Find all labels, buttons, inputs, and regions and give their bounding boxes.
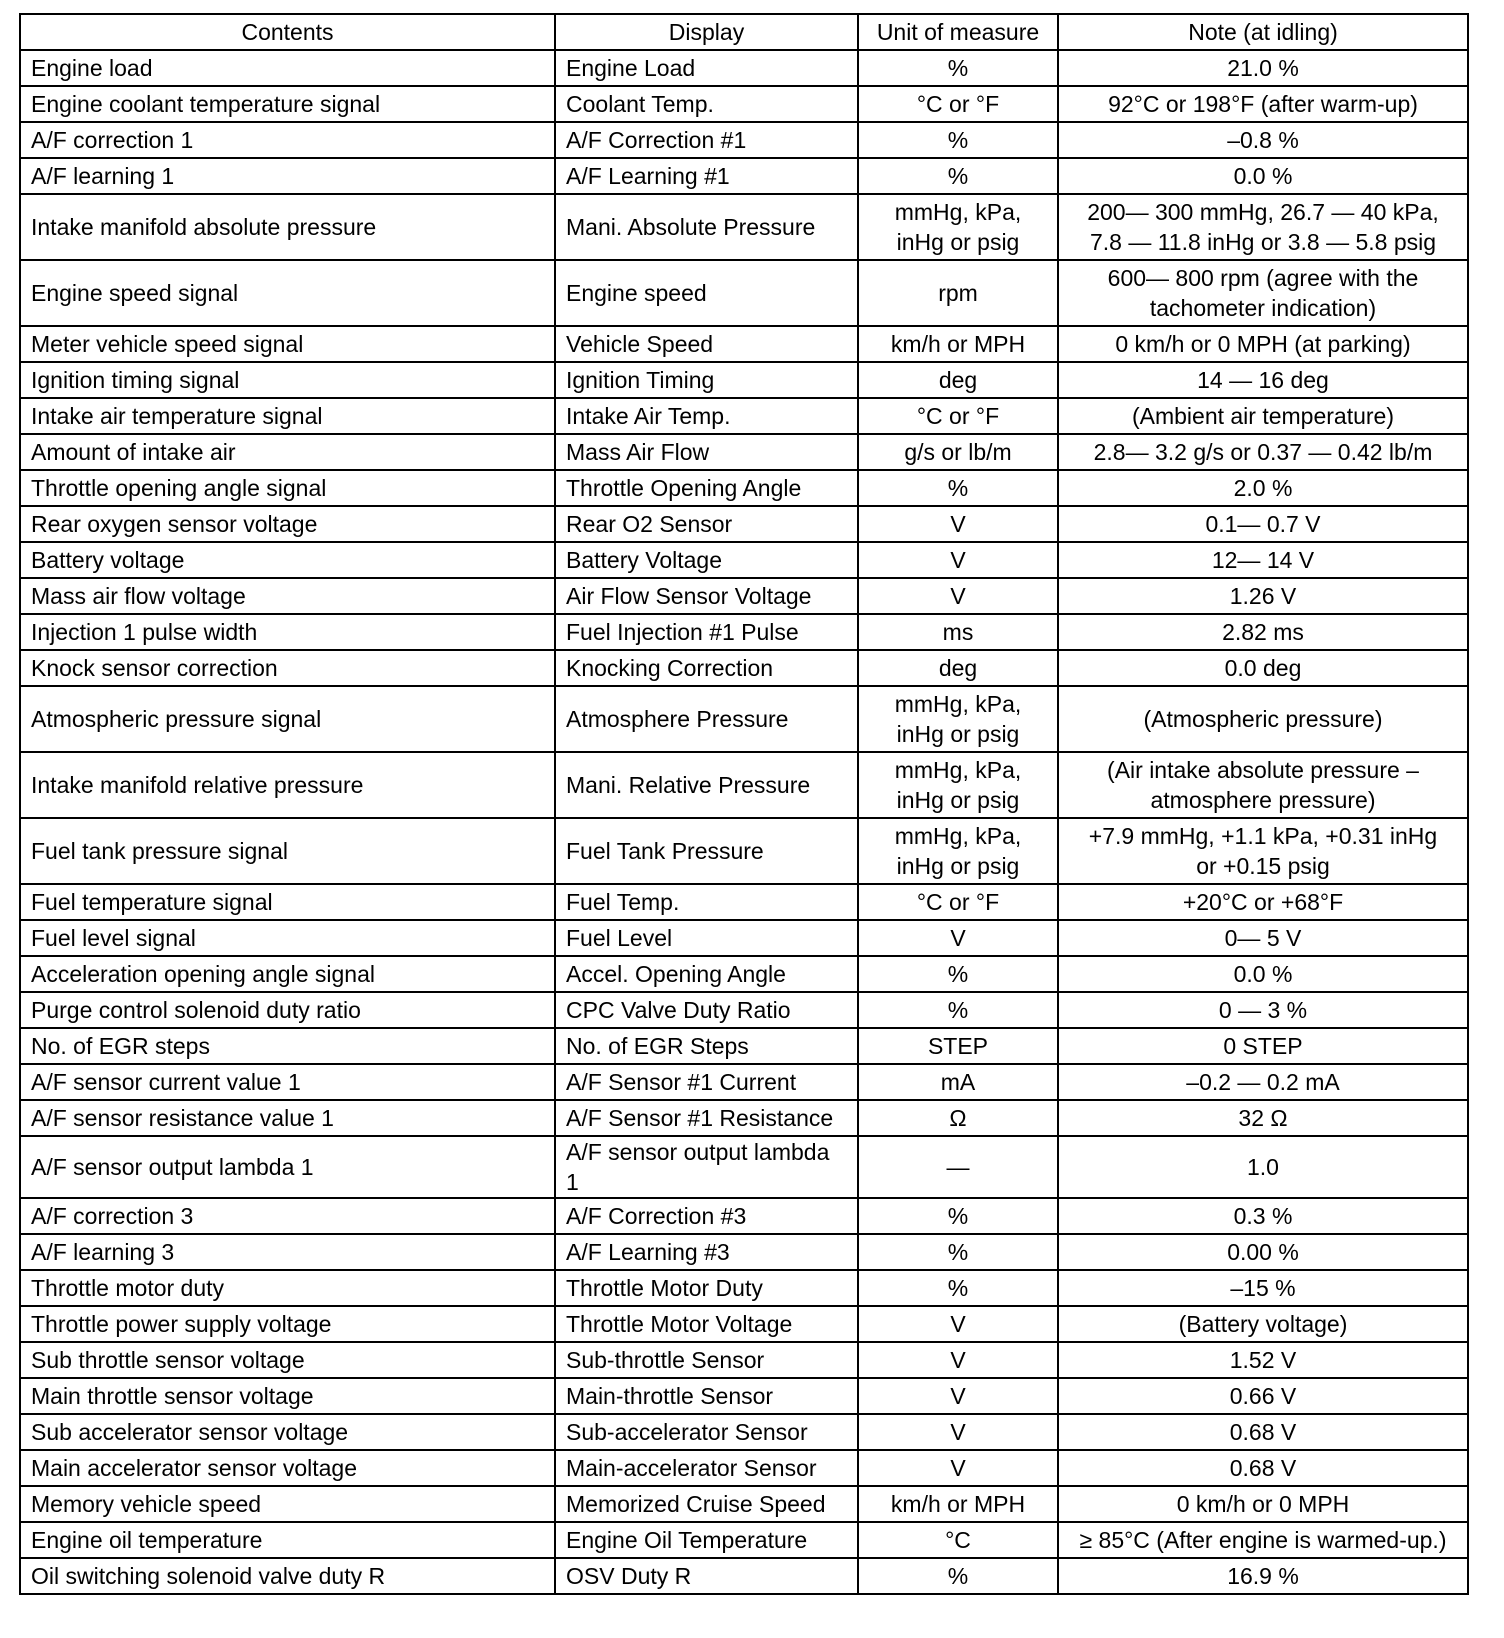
cell-note: 12— 14 V [1058, 542, 1468, 578]
table-row [20, 158, 1468, 194]
table-row [20, 1306, 1468, 1342]
cell-contents: Intake air temperature signal [20, 398, 555, 434]
cell-contents: Knock sensor correction [20, 650, 555, 686]
cell-contents: Acceleration opening angle signal [20, 956, 555, 992]
cell-note: (Ambient air temperature) [1058, 398, 1468, 434]
cell-unit: km/h or MPH [858, 326, 1058, 362]
cell-contents: Main accelerator sensor voltage [20, 1450, 555, 1486]
cell-display: Vehicle Speed [555, 326, 858, 362]
cell-contents: Engine load [20, 50, 555, 86]
table-row [20, 752, 1468, 818]
cell-note: –15 % [1058, 1270, 1468, 1306]
cell-display: No. of EGR Steps [555, 1028, 858, 1064]
cell-display: Ignition Timing [555, 362, 858, 398]
cell-contents: Throttle power supply voltage [20, 1306, 555, 1342]
cell-contents: Fuel temperature signal [20, 884, 555, 920]
cell-display: Engine Oil Temperature [555, 1522, 858, 1558]
cell-note: 0 — 3 % [1058, 992, 1468, 1028]
cell-display: Engine Load [555, 50, 858, 86]
cell-display: Air Flow Sensor Voltage [555, 578, 858, 614]
cell-note: ≥ 85°C (After engine is warmed-up.) [1058, 1522, 1468, 1558]
cell-contents: A/F sensor resistance value 1 [20, 1100, 555, 1136]
cell-note: 14 — 16 deg [1058, 362, 1468, 398]
cell-note: 0 km/h or 0 MPH (at parking) [1058, 326, 1468, 362]
table-row [20, 326, 1468, 362]
table-row [20, 362, 1468, 398]
cell-display: A/F Sensor #1 Resistance [555, 1100, 858, 1136]
cell-contents: Fuel level signal [20, 920, 555, 956]
cell-display: Atmosphere Pressure [555, 686, 858, 752]
cell-contents: Battery voltage [20, 542, 555, 578]
table-row [20, 260, 1468, 326]
cell-display: Memorized Cruise Speed [555, 1486, 858, 1522]
cell-display: Throttle Motor Duty [555, 1270, 858, 1306]
table-row [20, 506, 1468, 542]
cell-unit: mA [858, 1064, 1058, 1100]
cell-unit: % [858, 470, 1058, 506]
cell-unit: V [858, 1450, 1058, 1486]
cell-note: 32 Ω [1058, 1100, 1468, 1136]
cell-unit: °C [858, 1522, 1058, 1558]
cell-unit: mmHg, kPa, inHg or psig [858, 752, 1058, 818]
cell-unit: deg [858, 362, 1058, 398]
table-row [20, 122, 1468, 158]
cell-contents: Fuel tank pressure signal [20, 818, 555, 884]
cell-display: Throttle Motor Voltage [555, 1306, 858, 1342]
cell-contents: No. of EGR steps [20, 1028, 555, 1064]
cell-display: A/F Sensor #1 Current [555, 1064, 858, 1100]
cell-unit: V [858, 1378, 1058, 1414]
cell-unit: % [858, 1234, 1058, 1270]
table-body [20, 50, 1468, 1594]
cell-display: A/F Correction #3 [555, 1198, 858, 1234]
cell-display: A/F sensor output lambda 1 [555, 1136, 858, 1198]
cell-unit: °C or °F [858, 86, 1058, 122]
table-row [20, 614, 1468, 650]
cell-display: Fuel Level [555, 920, 858, 956]
cell-note: 0.3 % [1058, 1198, 1468, 1234]
cell-note: 1.0 [1058, 1136, 1468, 1198]
cell-unit: V [858, 542, 1058, 578]
cell-contents: Purge control solenoid duty ratio [20, 992, 555, 1028]
cell-contents: Amount of intake air [20, 434, 555, 470]
cell-note: 0 km/h or 0 MPH [1058, 1486, 1468, 1522]
cell-unit: km/h or MPH [858, 1486, 1058, 1522]
table-row [20, 578, 1468, 614]
table-row [20, 1342, 1468, 1378]
cell-unit: V [858, 506, 1058, 542]
cell-note: 0.00 % [1058, 1234, 1468, 1270]
cell-display: Main-accelerator Sensor [555, 1450, 858, 1486]
cell-note: 0— 5 V [1058, 920, 1468, 956]
cell-note: 21.0 % [1058, 50, 1468, 86]
cell-unit: mmHg, kPa, inHg or psig [858, 194, 1058, 260]
cell-note: 1.26 V [1058, 578, 1468, 614]
cell-contents: Engine speed signal [20, 260, 555, 326]
cell-note: 2.82 ms [1058, 614, 1468, 650]
cell-contents: Memory vehicle speed [20, 1486, 555, 1522]
cell-contents: Sub accelerator sensor voltage [20, 1414, 555, 1450]
table-row [20, 884, 1468, 920]
cell-unit: g/s or lb/m [858, 434, 1058, 470]
cell-note: +20°C or +68°F [1058, 884, 1468, 920]
table-row [20, 1028, 1468, 1064]
table-row [20, 1378, 1468, 1414]
column-header-note: Note (at idling) [1058, 14, 1468, 50]
cell-unit: % [858, 956, 1058, 992]
cell-contents: Intake manifold relative pressure [20, 752, 555, 818]
table-row [20, 470, 1468, 506]
cell-unit: % [858, 1198, 1058, 1234]
cell-contents: Injection 1 pulse width [20, 614, 555, 650]
cell-unit: ms [858, 614, 1058, 650]
table-row [20, 992, 1468, 1028]
table-row [20, 1414, 1468, 1450]
cell-display: Knocking Correction [555, 650, 858, 686]
column-header-contents: Contents [20, 14, 555, 50]
cell-note: 2.0 % [1058, 470, 1468, 506]
cell-note: 0.68 V [1058, 1450, 1468, 1486]
cell-display: Sub-accelerator Sensor [555, 1414, 858, 1450]
cell-display: Sub-throttle Sensor [555, 1342, 858, 1378]
cell-display: OSV Duty R [555, 1558, 858, 1594]
cell-display: Battery Voltage [555, 542, 858, 578]
table-header-row [20, 14, 1468, 50]
cell-contents: A/F correction 3 [20, 1198, 555, 1234]
cell-contents: A/F learning 1 [20, 158, 555, 194]
cell-display: A/F Correction #1 [555, 122, 858, 158]
table-row [20, 1198, 1468, 1234]
cell-note: 0.66 V [1058, 1378, 1468, 1414]
table-row [20, 398, 1468, 434]
table-row [20, 1486, 1468, 1522]
table-row [20, 1100, 1468, 1136]
cell-unit: V [858, 1414, 1058, 1450]
cell-unit: % [858, 158, 1058, 194]
cell-contents: Rear oxygen sensor voltage [20, 506, 555, 542]
cell-unit: V [858, 1342, 1058, 1378]
cell-unit: mmHg, kPa, inHg or psig [858, 686, 1058, 752]
table-row [20, 686, 1468, 752]
cell-note: 0.0 deg [1058, 650, 1468, 686]
cell-contents: Intake manifold absolute pressure [20, 194, 555, 260]
cell-unit: % [858, 1270, 1058, 1306]
cell-unit: °C or °F [858, 884, 1058, 920]
column-header-unit: Unit of measure [858, 14, 1058, 50]
cell-display: CPC Valve Duty Ratio [555, 992, 858, 1028]
cell-note: 0 STEP [1058, 1028, 1468, 1064]
cell-unit: Ω [858, 1100, 1058, 1136]
cell-note: 0.1— 0.7 V [1058, 506, 1468, 542]
cell-unit: V [858, 578, 1058, 614]
cell-contents: A/F correction 1 [20, 122, 555, 158]
cell-display: Rear O2 Sensor [555, 506, 858, 542]
cell-contents: Atmospheric pressure signal [20, 686, 555, 752]
cell-display: Engine speed [555, 260, 858, 326]
cell-note: 92°C or 198°F (after warm-up) [1058, 86, 1468, 122]
cell-note: 0.68 V [1058, 1414, 1468, 1450]
column-header-display: Display [555, 14, 858, 50]
cell-display: Main-throttle Sensor [555, 1378, 858, 1414]
cell-unit: % [858, 50, 1058, 86]
cell-note: 200— 300 mmHg, 26.7 — 40 kPa, 7.8 — 11.8 inHg or 3.8 — 5.8 psig [1058, 194, 1468, 260]
cell-note: –0.2 — 0.2 mA [1058, 1064, 1468, 1100]
cell-unit: — [858, 1136, 1058, 1198]
cell-contents: Engine coolant temperature signal [20, 86, 555, 122]
table-row [20, 1234, 1468, 1270]
table-row [20, 194, 1468, 260]
cell-contents: Sub throttle sensor voltage [20, 1342, 555, 1378]
cell-display: Mani. Absolute Pressure [555, 194, 858, 260]
cell-contents: A/F sensor current value 1 [20, 1064, 555, 1100]
cell-unit: % [858, 992, 1058, 1028]
cell-unit: % [858, 122, 1058, 158]
cell-note: –0.8 % [1058, 122, 1468, 158]
cell-display: Intake Air Temp. [555, 398, 858, 434]
cell-display: A/F Learning #1 [555, 158, 858, 194]
cell-note: (Atmospheric pressure) [1058, 686, 1468, 752]
table-row [20, 1450, 1468, 1486]
cell-note: 1.52 V [1058, 1342, 1468, 1378]
table-row [20, 542, 1468, 578]
cell-display: Accel. Opening Angle [555, 956, 858, 992]
cell-contents: Engine oil temperature [20, 1522, 555, 1558]
cell-contents: A/F sensor output lambda 1 [20, 1136, 555, 1198]
cell-contents: Throttle motor duty [20, 1270, 555, 1306]
cell-display: Throttle Opening Angle [555, 470, 858, 506]
cell-contents: Throttle opening angle signal [20, 470, 555, 506]
table-row [20, 1558, 1468, 1594]
table-row [20, 956, 1468, 992]
cell-note: (Air intake absolute pressure – atmosphere pressure) [1058, 752, 1468, 818]
table-row [20, 1064, 1468, 1100]
cell-unit: mmHg, kPa, inHg or psig [858, 818, 1058, 884]
data-monitor-table [19, 13, 1469, 1595]
cell-contents: Meter vehicle speed signal [20, 326, 555, 362]
cell-unit: °C or °F [858, 398, 1058, 434]
cell-contents: A/F learning 3 [20, 1234, 555, 1270]
table-row [20, 650, 1468, 686]
cell-display: Mass Air Flow [555, 434, 858, 470]
cell-note: (Battery voltage) [1058, 1306, 1468, 1342]
table-row [20, 1136, 1468, 1198]
table-row [20, 818, 1468, 884]
cell-note: +7.9 mmHg, +1.1 kPa, +0.31 inHg or +0.15 psig [1058, 818, 1468, 884]
table-row [20, 920, 1468, 956]
cell-unit: rpm [858, 260, 1058, 326]
cell-unit: STEP [858, 1028, 1058, 1064]
cell-contents: Oil switching solenoid valve duty R [20, 1558, 555, 1594]
data-monitor-table-container [19, 13, 1467, 1595]
cell-contents: Mass air flow voltage [20, 578, 555, 614]
cell-note: 600— 800 rpm (agree with the tachometer indication) [1058, 260, 1468, 326]
cell-note: 16.9 % [1058, 1558, 1468, 1594]
cell-display: Coolant Temp. [555, 86, 858, 122]
table-row [20, 1270, 1468, 1306]
cell-unit: deg [858, 650, 1058, 686]
cell-note: 0.0 % [1058, 956, 1468, 992]
table-row [20, 50, 1468, 86]
cell-display: Fuel Injection #1 Pulse [555, 614, 858, 650]
cell-contents: Ignition timing signal [20, 362, 555, 398]
table-row [20, 1522, 1468, 1558]
cell-display: A/F Learning #3 [555, 1234, 858, 1270]
cell-display: Fuel Tank Pressure [555, 818, 858, 884]
cell-display: Fuel Temp. [555, 884, 858, 920]
cell-note: 2.8— 3.2 g/s or 0.37 — 0.42 lb/m [1058, 434, 1468, 470]
cell-unit: % [858, 1558, 1058, 1594]
cell-unit: V [858, 920, 1058, 956]
cell-contents: Main throttle sensor voltage [20, 1378, 555, 1414]
table-row [20, 86, 1468, 122]
cell-note: 0.0 % [1058, 158, 1468, 194]
table-row [20, 434, 1468, 470]
cell-display: Mani. Relative Pressure [555, 752, 858, 818]
cell-unit: V [858, 1306, 1058, 1342]
